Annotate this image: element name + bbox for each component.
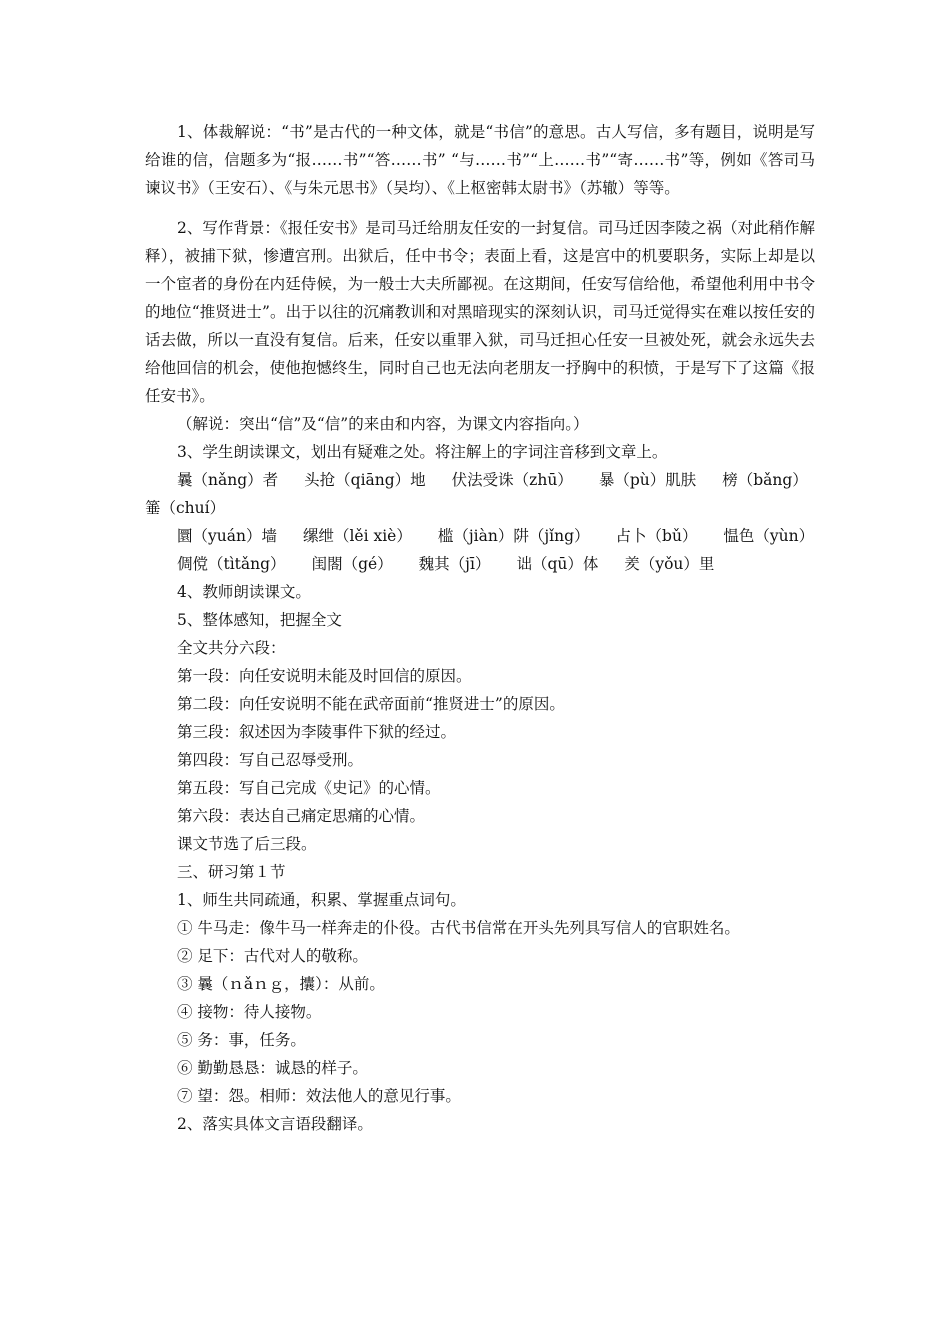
- line-step-4: 4、教师朗读课文。: [177, 583, 311, 601]
- step-3: 3、学生朗读课文，划出有疑难之处。将注解上的字词注音移到文章上。: [177, 443, 668, 461]
- line-section-6: 第六段：表达自己痛定思痛的心情。: [177, 807, 426, 825]
- line-six-sections: 全文共分六段：: [177, 639, 286, 657]
- line-section-2: 第二段：向任安说明不能在武帝面前“推贤进士”的原因。: [177, 695, 565, 713]
- line-section-4: 第四段：写自己忍辱受刑。: [177, 751, 364, 769]
- pinyin-term: 槛（jiàn）阱（jǐng）: [437, 527, 590, 545]
- pinyin-term: 魏其（jī）: [418, 555, 491, 573]
- pinyin-term: 占卜（bǔ）: [615, 527, 698, 545]
- note-explain: （解说：突出“信”及“信”的来由和内容，为课文内容指向。）: [177, 415, 589, 433]
- pinyin-term: 诎（qū）体: [516, 555, 599, 573]
- line-section-3: 第三段：叙述因为李陵事件下狱的经过。: [177, 723, 457, 741]
- pinyin-term: 榜（bǎng）箠（chuí）: [145, 471, 808, 517]
- vocab-item-5: ⑤ 务：事，任务。: [177, 1031, 306, 1049]
- document-body: [145, 118, 815, 1138]
- pinyin-term: 圜（yuán）墙: [177, 527, 277, 545]
- pinyin-term: 愠色（yùn）: [723, 527, 815, 545]
- pinyin-term: 倜傥（tìtǎng）: [177, 555, 286, 573]
- pinyin-term: 曩（nǎng）者: [177, 471, 279, 489]
- pinyin-term: 羑（yǒu）里: [624, 555, 715, 573]
- pinyin-row-3: [145, 550, 815, 578]
- vocab-item-3: ③ 曩（ｎǎｎｇ，攮）：从前。: [177, 975, 385, 993]
- pinyin-term: 暴（pù）肌肤: [598, 471, 697, 489]
- line-section-5: 第五段：写自己完成《史记》的心情。: [177, 779, 441, 797]
- vocab-item-7: ⑦ 望：怨。相师：效法他人的意见行事。: [177, 1087, 461, 1105]
- vocab-item-2: ② 足下：古代对人的敬称。: [177, 947, 368, 965]
- vocab-item-1: ① 牛马走：像牛马一样奔走的仆役。古代书信常在开头先列具写信人的官职姓名。: [177, 919, 740, 937]
- pinyin-term: 闺閤（gé）: [311, 555, 393, 573]
- line-vocab-intro: 1、师生共同疏通，积累、掌握重点词句。: [177, 891, 466, 909]
- vocab-item-4: ④ 接物：待人接物。: [177, 1003, 322, 1021]
- paragraph-genre: 1、体裁解说：“书”是古代的一种文体，就是“书信”的意思。古人写信，多有题目，说明是写给谁的信，信题多为“报……书”“答……书” “与……书”“上……书”“寄……书”等，例如《答司马谏议书》（王安石）、《与朱元思书》（吴均）、《上枢密韩太尉书》（苏辙）等等。: [145, 123, 815, 197]
- line-section-1: 第一段：向任安说明未能及时回信的原因。: [177, 667, 472, 685]
- paragraph-background: 2、写作背景：《报任安书》是司马迁给朋友任安的一封复信。司马迁因李陵之祸（对此稍作解释），被捕下狱，惨遭宫刑。出狱后，任中书令；表面上看，这是宫中的机要职务，实际上却是以一个宦者的身份在内廷侍候，为一般士大夫所鄙视。在这期间，任安写信给他，希望他利用中书令的地位“推贤进士”。出于以往的沉痛教训和对黑暗现实的深刻认识，司马迁觉得实在难以按任安的话去做，所以一直没有复信。后来，任安以重罪入狱，司马迁担心任安一旦被处死，就会永远失去给他回信的机会，使他抱憾终生，同时自己也无法向老朋友一抒胸中的积愤，于是写下了这篇《报任安书》。: [145, 219, 815, 405]
- pinyin-row-1: [145, 466, 815, 522]
- pinyin-term: 伏法受诛（zhū）: [451, 471, 573, 489]
- pinyin-row-2: [145, 522, 815, 550]
- pinyin-term: 缧绁（lěi xiè）: [302, 527, 412, 545]
- pinyin-term: 头抢（qiāng）地: [304, 471, 426, 489]
- line-translation: 2、落实具体文言语段翻译。: [177, 1115, 373, 1133]
- vocab-item-6: ⑥ 勤勤恳恳：诚恳的样子。: [177, 1059, 368, 1077]
- heading-study-section-1: 三、研习第１节: [177, 863, 286, 881]
- line-excerpt-note: 课文节选了后三段。: [177, 835, 317, 853]
- line-step-5: 5、整体感知，把握全文: [177, 611, 342, 629]
